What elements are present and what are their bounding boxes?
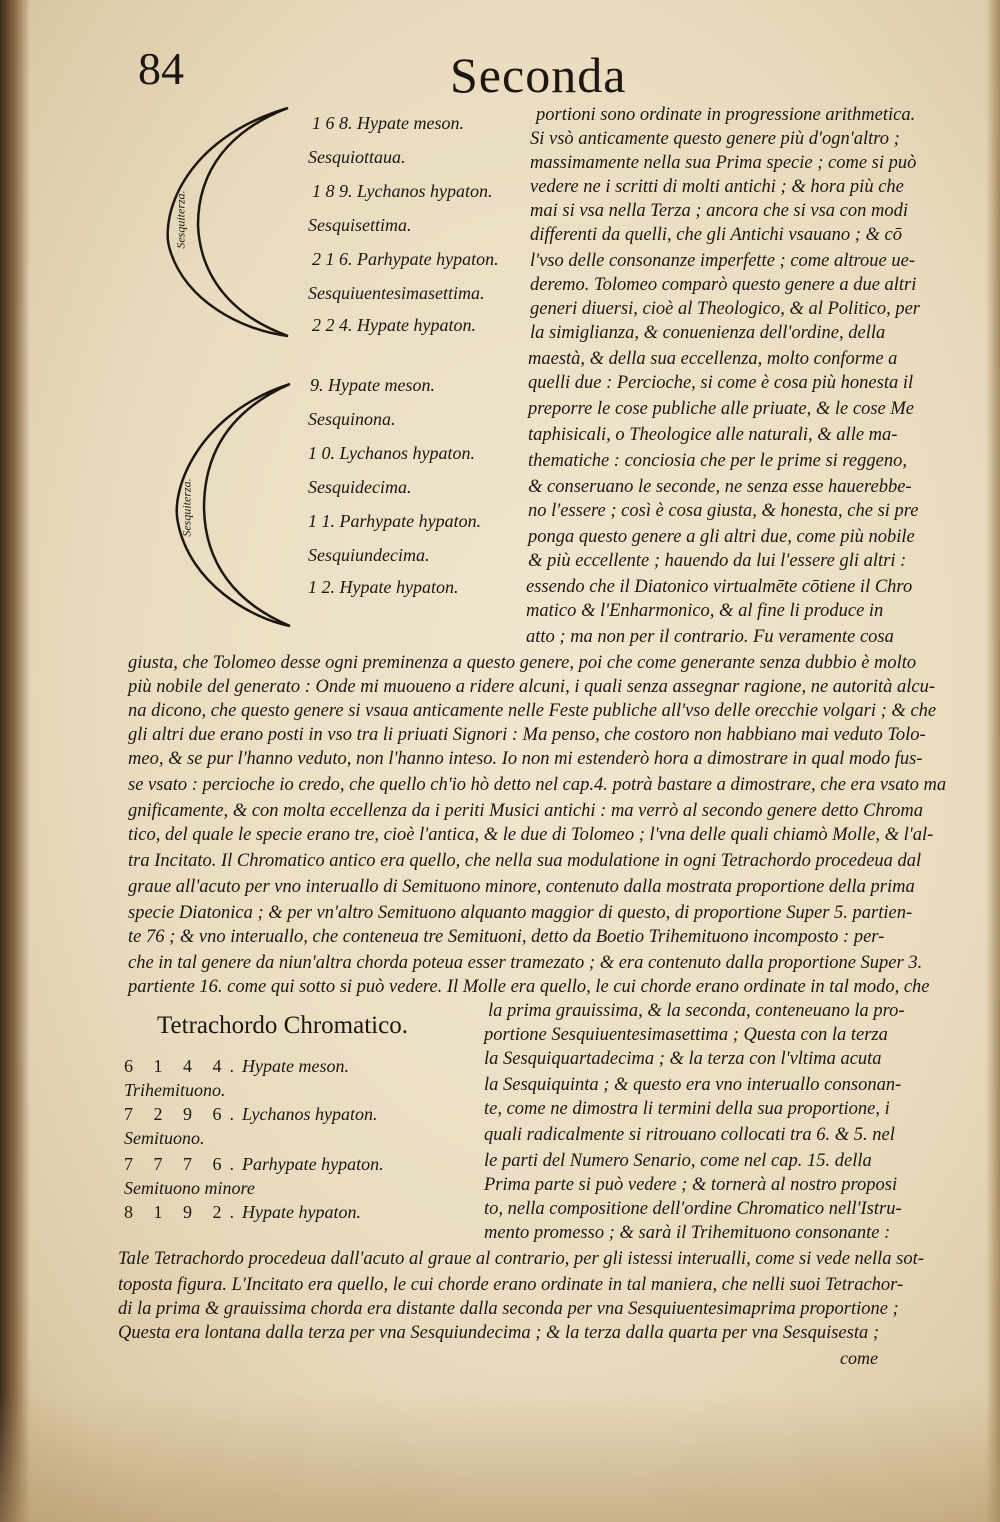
- tetrachord-row: [124, 1056, 349, 1077]
- text-line: l'vso delle consonanze imperfette ; come altroue ue-: [530, 251, 915, 271]
- text-line: ponga questo genere a gli altri due, come più nobile: [528, 527, 915, 547]
- text-line: quelli due : Percioche, si come è cosa più honesta il: [528, 373, 914, 393]
- tetrachord-string-name: Parhypate hypaton.: [242, 1154, 384, 1174]
- diagram-1-entry: 2 1 6. Parhypate hypaton.: [312, 249, 499, 269]
- text-line: la prima grauissima, & la seconda, conteneuano la pro-: [488, 1001, 905, 1021]
- text-line: specie Diatonica ; & per vn'altro Semituono alquanto maggior di questo, di proportione Super 5. partien-: [128, 903, 913, 923]
- tetrachord-string-name: Lychanos hypaton.: [242, 1104, 378, 1124]
- text-line: & conseruano le seconde, ne senza esse hauerebbe-: [528, 477, 912, 497]
- text-line: quali radicalmente si ritrouano collocati tra 6. & 5. nel: [484, 1125, 895, 1145]
- crescent-diagram-1: [150, 100, 300, 345]
- text-line: maestà, & della sua eccellenza, molto conforme a: [528, 349, 898, 369]
- text-line: essendo che il Diatonico virtualmēte cōtiene il Chro: [526, 577, 913, 597]
- text-line: te, come ne dimostra li termini della sua proportione, i: [484, 1099, 890, 1119]
- text-line: matico & l'Enharmonico, & al fine li produce in: [526, 601, 884, 621]
- page-stain: [0, 1392, 1000, 1522]
- text-line: Si vsò anticamente questo genere più d'ogn'altro ;: [530, 129, 900, 149]
- text-line: giusta, che Tolomeo desse ogni preminenza a questo genere, poi che come generante senza dubbio è molto: [128, 653, 917, 673]
- diagram-1-entry: 1 6 8. Hypate meson.: [312, 113, 464, 133]
- text-line: te 76 ; & vno interuallo, che conteneua tre Semituoni, detto da Boetio Trihemituono incomposto : per-: [128, 927, 885, 947]
- text-line: vedere ne i scritti di molti antichi ; & hora più che: [530, 177, 904, 197]
- text-line: di la prima & grauissima chorda era distante dalla seconda per vna Sesquiuentesimaprima proportione ;: [118, 1299, 899, 1319]
- text-line: toposta figura. L'Incitato era quello, le cui chorde erano ordinate in tal maniera, che nelli suoi Tetrachor-: [118, 1275, 904, 1295]
- diagram-1-entry: 1 8 9. Lychanos hypaton.: [312, 181, 493, 201]
- diagram-2-entry: Sesquiundecima.: [308, 545, 430, 565]
- text-line: differenti da quelli, che gli Antichi vsauano ; & cō: [530, 225, 902, 245]
- text-line: no l'essere ; così è cosa giusta, & honesta, che si pre: [528, 501, 919, 521]
- diagram-1-entry: Sesquiuentesimasettima.: [308, 283, 485, 303]
- tetrachord-interval: Trihemituono.: [124, 1080, 226, 1100]
- tetrachord-string-name: Hypate meson.: [242, 1056, 349, 1076]
- text-line: massimamente nella sua Prima specie ; come si può: [530, 153, 917, 173]
- tetrachord-interval: Semituono minore: [124, 1178, 255, 1198]
- text-line: la Sesquiquinta ; & questo era vno interuallo consonan-: [484, 1075, 902, 1095]
- text-line: gnificamente, & con molta eccellenza da i periti Musici antichi : ma verrò al secondo genere detto Chroma: [128, 801, 923, 821]
- diagram-2-entry: 1 1. Parhypate hypaton.: [308, 511, 482, 531]
- text-line: taphisicali, o Theologice alle naturali, & alle ma-: [528, 425, 898, 445]
- text-line: tra Incitato. Il Chromatico antico era quello, che nella sua modulatione in ogni Tetrachordo procedeua dal: [128, 851, 922, 871]
- text-line: gli altri due erano posti in vso tra li priuati Signori : Ma penso, che costoro non habbiano mai veduto Tolo-: [128, 725, 926, 745]
- text-line: Questa era lontana dalla terza per vna Sesquiundecima ; & la terza dalla quarta per vna Sesquisesta ;: [118, 1323, 879, 1343]
- diagram-1-entry: Sesquisettima.: [308, 215, 412, 235]
- text-line: le parti del Numero Senario, come nel cap. 15. della: [484, 1151, 872, 1171]
- text-line: partiente 16. come qui sotto si può vedere. Il Molle era quello, le cui chorde erano ordinate in tal modo, che: [128, 977, 930, 997]
- tetrachord-number: 8 1 9 2.: [124, 1202, 242, 1222]
- tetrachord-number: 7 7 7 6.: [124, 1154, 242, 1174]
- text-line: la simiglianza, & conuenienza dell'ordine, della: [530, 323, 886, 343]
- text-line: deremo. Tolomeo comparò questo genere a due altri: [530, 275, 917, 295]
- text-line: na dicono, che questo genere si vsaua anticamente nelle Feste publiche all'vso delle orecchie volgari ; & che: [128, 701, 937, 721]
- tetrachord-number: 7 2 9 6.: [124, 1104, 242, 1124]
- text-line: più nobile del generato : Onde mi muoueno a ridere alcuni, i quali senza assegnar ragione, ne autorità alcu-: [128, 677, 936, 697]
- text-line: generi diuersi, cioè al Theologico, & al Politico, per: [530, 299, 920, 319]
- text-line: portioni sono ordinate in progressione arithmetica.: [536, 105, 916, 125]
- text-line: se vsato : percioche io credo, che quello ch'io hò detto nel cap.4. potrà bastare a dimostrare, che era vsato ma: [128, 775, 947, 795]
- tetrachord-interval: Semituono.: [124, 1128, 205, 1148]
- diagram-1-arc-label: Sesquiterza.: [173, 190, 188, 249]
- diagram-2-arc-label: Sesquiterza.: [179, 478, 194, 537]
- text-line: graue all'acuto per vno interuallo di Semituono minore, contenuto dalla mostrata proportione della prima: [128, 877, 915, 897]
- diagram-2-entry: 1 0. Lychanos hypaton.: [308, 443, 475, 463]
- text-line: portione Sesquiuentesimasettima ; Questa con la terza: [484, 1025, 888, 1045]
- tetrachord-row: [124, 1202, 361, 1223]
- text-line: che in tal genere da niun'altra chorda poteua esser tramezato ; & era contenuto dalla proportione Super 3.: [128, 953, 923, 973]
- running-head: Seconda: [450, 47, 627, 103]
- text-line: mai si vsa nella Terza ; ancora che si vsa con modi: [530, 201, 909, 221]
- catchword: come: [840, 1348, 878, 1368]
- diagram-2-entry: 1 2. Hypate hypaton.: [308, 577, 459, 597]
- diagram-2-entry: Sesquidecima.: [308, 477, 412, 497]
- text-line: atto ; ma non per il contrario. Fu veramente cosa: [526, 627, 894, 647]
- diagram-1-entry: 2 2 4. Hypate hypaton.: [312, 315, 476, 335]
- text-line: thematiche : conciosia che per le prime si reggeno,: [528, 451, 907, 471]
- tetrachord-row: [124, 1154, 384, 1175]
- tetrachord-row: [124, 1104, 378, 1125]
- text-line: tico, del quale le specie erano tre, cioè l'antica, & le due di Tolomeo ; l'vna delle quali chiamò Molle, & l'al-: [128, 825, 934, 845]
- diagram-2-entry: 9. Hypate meson.: [310, 375, 435, 395]
- text-line: preporre le cose publiche alle priuate, & le cose Me: [528, 399, 914, 419]
- text-line: Tale Tetrachordo procedeua dall'acuto al graue al contrario, per gli istessi interualli, come si vede nella sot-: [118, 1249, 924, 1269]
- diagram-2-entry: Sesquinona.: [308, 409, 396, 429]
- page-number: 84: [138, 43, 184, 94]
- text-line: mento promesso ; & sarà il Trihemituono consonante :: [484, 1223, 891, 1243]
- text-line: la Sesquiquartadecima ; & la terza con l'vltima acuta: [484, 1049, 882, 1069]
- text-line: meo, & se pur l'hanno veduto, non l'hanno inteso. Io non mi estenderò hora a dimostrare in qual modo fus-: [128, 749, 923, 769]
- tetrachord-number: 6 1 4 4.: [124, 1056, 242, 1076]
- text-line: Prima parte si può vedere ; & tornerà al nostro proposi: [484, 1175, 898, 1195]
- text-line: to, nella compositione dell'ordine Chromatico nell'Istru-: [484, 1199, 902, 1219]
- diagram-1-entry: Sesquiottaua.: [308, 147, 406, 167]
- tetrachord-title: Tetrachordo Chromatico.: [157, 1012, 408, 1039]
- text-line: & più eccellente ; hauendo da lui l'essere gli altri :: [528, 551, 907, 571]
- book-spine-shadow: [0, 0, 30, 1522]
- tetrachord-string-name: Hypate hypaton.: [242, 1202, 361, 1222]
- page-edge-shadow: [986, 0, 1000, 1522]
